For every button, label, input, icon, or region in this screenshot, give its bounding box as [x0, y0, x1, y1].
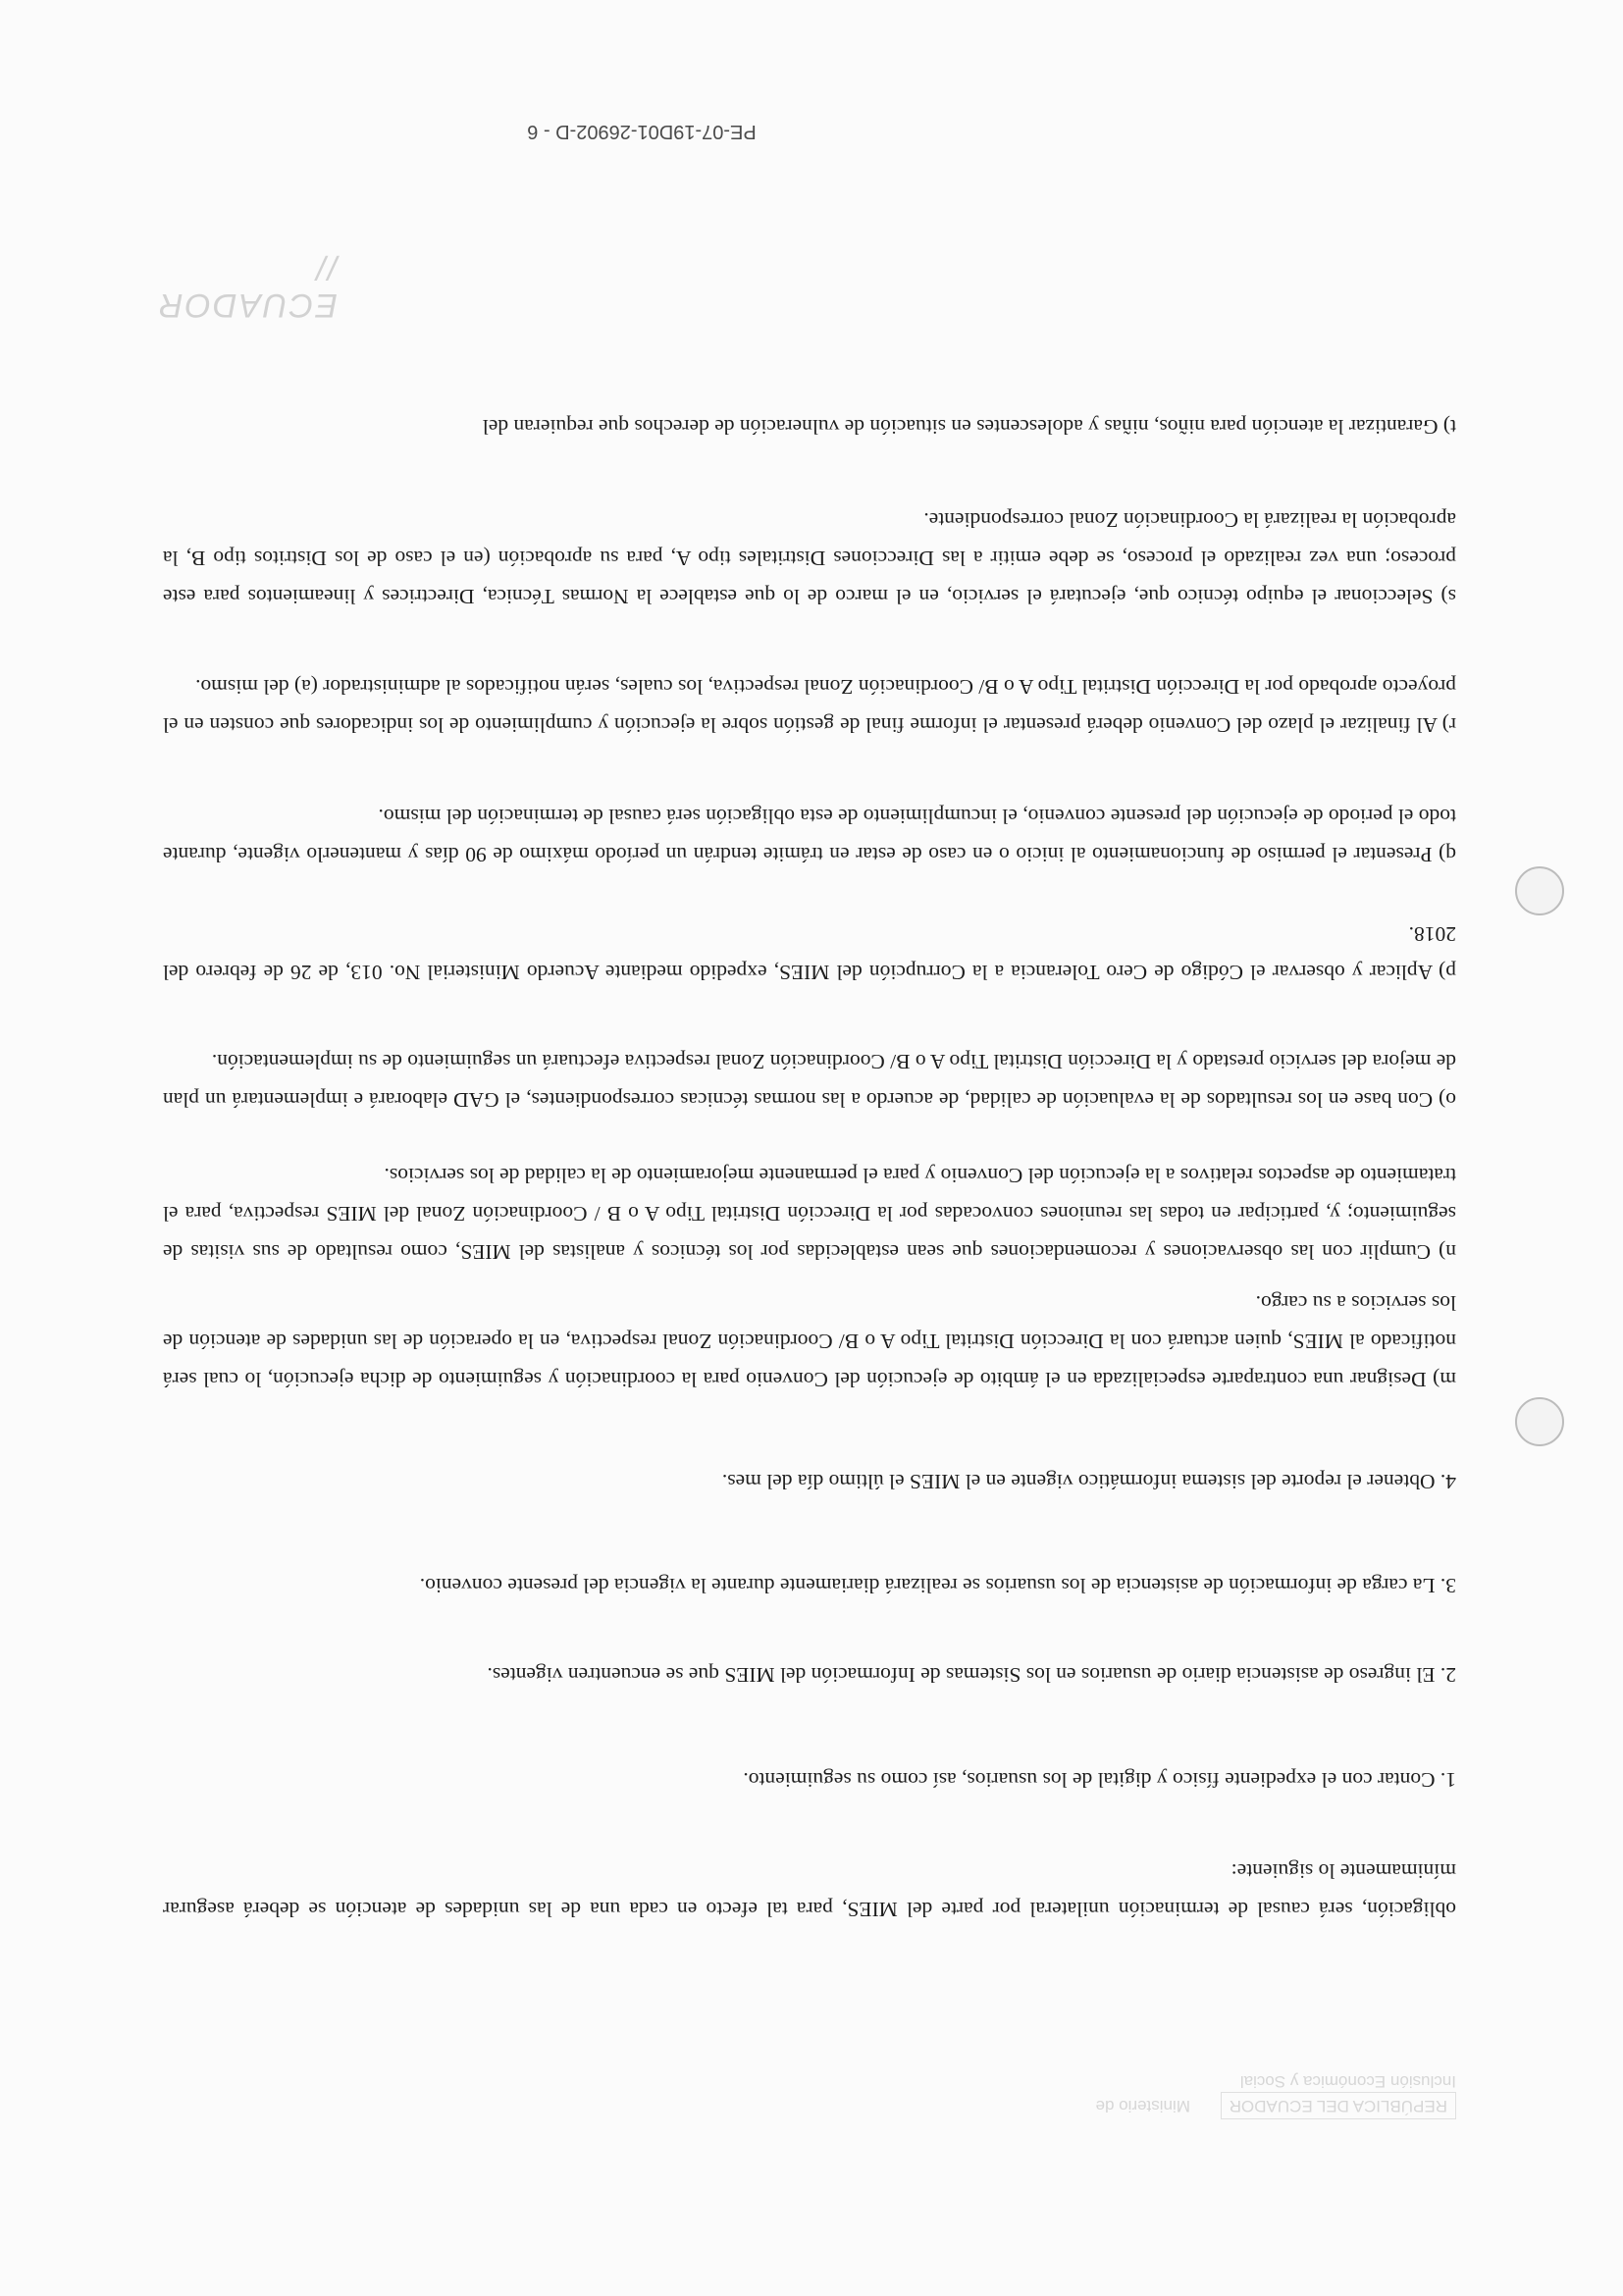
ministry-stamp-line-2: Ministerio de Inclusión Económica y Social: [1095, 2072, 1456, 2115]
item-2-text: 2. El ingreso de asistencia diario de usuarios en los Sistemas de Información del MIES que se encuentren vigentes.: [487, 1663, 1456, 1687]
item-t-text: t) Garantizar la atención para niños, niñas y adolescentes en situación de vulneración de derechos que requieran del: [482, 415, 1456, 439]
item-m-text: m) Designar una contraparte especializada en el ámbito de ejecución del Convenio para la coordinación y seguimiento de dicha ejecución, lo cual será notificado al MIES, quien actuará con la Dirección Distrital Tipo A o B/ Coordinación Zonal respectiva, en la operación de las unidades de atención de los servicios a su cargo.: [163, 1291, 1456, 1391]
item-p-text: p) Aplicar y observar el Código de Cero Tolerancia a la Corrupción del MIES, expedido mediante Acuerdo Ministerial No. 013, de 26 de febrero del 2018.: [163, 922, 1456, 984]
intro-text: obligación, será causal de terminación unilateral por parte del MIES, para tal efecto en cada una de las unidades de atención se deberá asegurar mínimamente lo siguiente:: [163, 1859, 1456, 1921]
item-r-text: r) Al finalizar el plazo del Convenio deberá presentar el informe final de gestión sobre la ejecución y cumplimiento de los indicadores que consten en el proyecto aprobado por la Dirección Distrital Tipo A o B/ Coordinación Zonal respectiva, los cuales, serán notificados al administrador (a) del mismo.: [163, 675, 1456, 737]
punch-hole-lower: [1515, 1397, 1564, 1446]
paragraph-item-o: [163, 1042, 1456, 1119]
item-4-text: 4. Obtener el reporte del sistema informático vigente en el MIES el último día del mes.: [721, 1470, 1456, 1493]
item-o-text: o) Con base en los resultados de la evaluación de calidad, de acuerdo a las normas técnicas correspondientes, el GAD elaborará e implementará un plan de mejora del servicio prestado y la Dirección Distrital Tipo A o B/ Coordinación Zonal respectiva efectuará un seguimiento de su implementación.: [163, 1050, 1456, 1112]
ministry-stamp-line-1: REPÚBLICA DEL ECUADOR: [1221, 2092, 1456, 2119]
paragraph-item-t: [163, 407, 1456, 445]
item-1-text: 1. Contar con el expediente físico y digital de los usuarios, así como su seguimiento.: [743, 1768, 1456, 1792]
paragraph-item-p: [163, 914, 1456, 991]
paragraph-intro: [163, 1852, 1456, 1928]
item-q-text: q) Presentar el permiso de funcionamiento al inicio o en caso de estar en trámite tendrán un período máximo de 90 días y mantenerlo vigente, durante todo el periodo de ejecución del presente convenio, el incumplimiento de esta obligación será causal de terminación del mismo.: [163, 805, 1456, 866]
ministry-stamp: [1044, 2031, 1456, 2119]
paragraph-item-r: [163, 667, 1456, 744]
document-code: PE-07-19D01-26902-D - 6: [527, 121, 757, 142]
item-n-text: n) Cumplir con las observaciones y recomendaciones que sean establecidas por los técnicos y analistas del MIES, como resultado de sus visitas de seguimiento; y, participar en todas las reuniones convocadas por la Dirección Distrital Tipo A o B / Coordinación Zonal del MIES respectiva, para el tratamiento de aspectos relativos a la ejecución del Convenio y para el permanente mejoramiento de la calidad de los servicios.: [163, 1164, 1456, 1264]
punch-hole-upper: [1515, 866, 1564, 915]
stamp-watermark: ECUADOR //: [156, 248, 338, 324]
paragraph-item-n: [163, 1156, 1456, 1271]
paragraph-item-2: [163, 1655, 1456, 1694]
paragraph-item-4: [163, 1462, 1456, 1500]
paragraph-item-q: [163, 797, 1456, 873]
item-s-text: s) Seleccionar el equipo técnico que, ejecutará el servicio, en el marco de lo que establece la Normas Técnica, Directrices y lineamientos para este proceso; una vez realizado el proceso, se debe emitir a las Direcciones Distritales tipo A, para su aprobación (en el caso de los Distritos tipo B, la aprobación la realizará la Coordinación Zonal correspondiente.: [163, 508, 1456, 608]
item-3-text: 3. La carga de información de asistencia de los usuarios se realizará diariamente durante la vigencia del presente convenio.: [419, 1574, 1456, 1597]
paragraph-item-1: [163, 1760, 1456, 1799]
paragraph-item-m: [163, 1283, 1456, 1398]
paragraph-item-3: [163, 1566, 1456, 1604]
paragraph-item-s: [163, 500, 1456, 615]
